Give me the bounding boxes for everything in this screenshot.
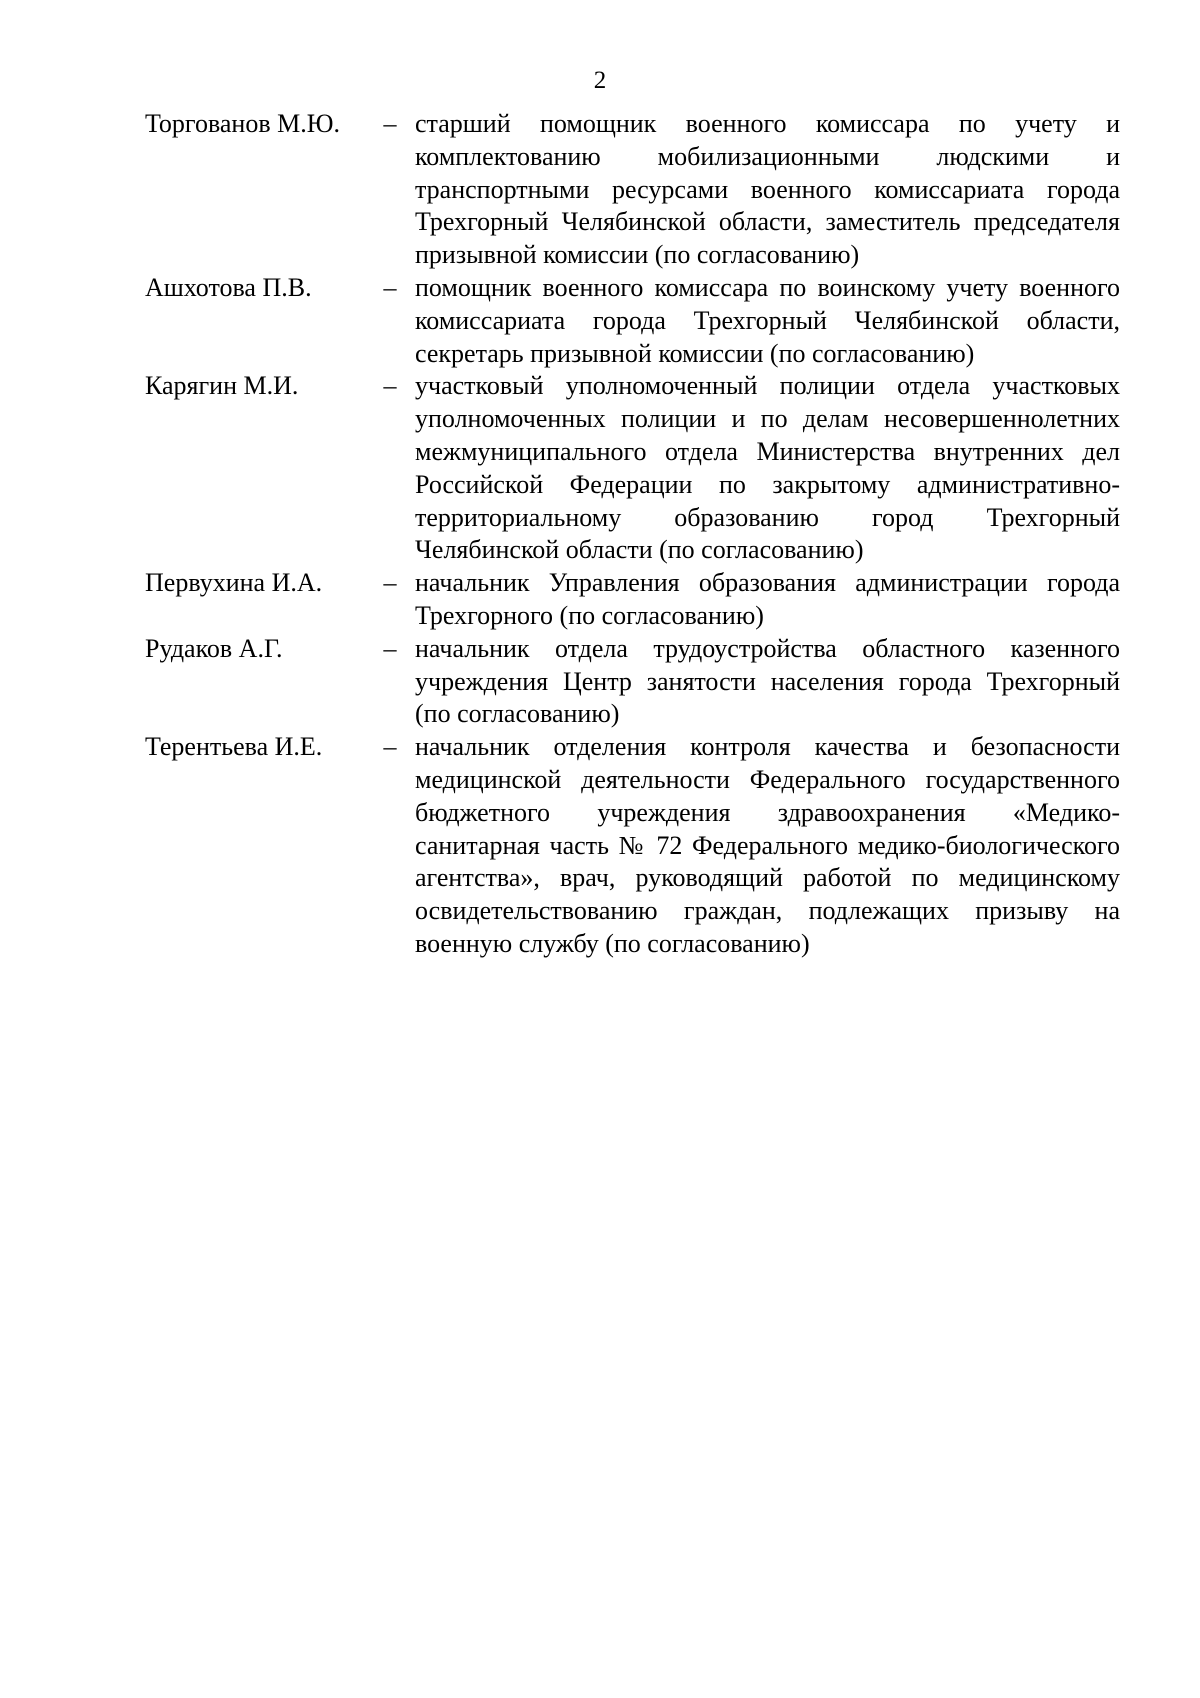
- page-number: 2: [593, 67, 607, 94]
- member-name: Ашхотова П.В.: [145, 272, 312, 302]
- member-position: начальник Управления образования администрации города Трехгорного (по согласованию): [415, 568, 1120, 630]
- member-dash: –: [383, 568, 397, 598]
- member-name: Первухина И.А.: [145, 568, 323, 598]
- member-dash: –: [383, 732, 397, 762]
- member-row: [145, 633, 1120, 731]
- member-row: [145, 731, 1120, 961]
- member-name: Рудаков А.Г.: [145, 633, 283, 663]
- member-row: [145, 108, 1120, 272]
- member-row: [145, 272, 1120, 370]
- member-position: начальник отдела трудоустройства областного казенного учреждения Центр занятости населения города Трехгорный (по согласованию): [415, 633, 1120, 729]
- member-dash: –: [383, 633, 397, 663]
- member-dash: –: [383, 371, 397, 401]
- member-position: участковый уполномоченный полиции отдела участковых уполномоченных полиции и по делам несовершеннолетних межмуниципального отдела Министерства внутренних дел Российской Федерации по закрытому административно-территориальному образованию город Трехгорный Челябинской области (по согласованию): [415, 371, 1120, 565]
- member-name: Терентьева И.Е.: [145, 732, 323, 762]
- member-position: начальник отделения контроля качества и безопасности медицинской деятельности Федерального государственного бюджетного учреждения здравоохранения «Медико-санитарная часть № 72 Федерального медико-биологического агентства», врач, руководящий работой по медицинскому освидетельствованию граждан, подлежащих призыву на военную службу (по согласованию): [415, 732, 1120, 958]
- member-dash: –: [383, 109, 397, 138]
- member-dash: –: [383, 272, 397, 302]
- member-position: старший помощник военного комиссара по учету и комплектованию мобилизационными людскими и транспортными ресурсами военного комиссариата города Трехгорный Челябинской области, заместитель председателя призывной комиссии (по согласованию): [415, 109, 1120, 270]
- member-name: Карягин М.И.: [145, 371, 299, 401]
- commission-member-list: [145, 108, 1120, 961]
- member-row: [145, 567, 1120, 633]
- member-row: [145, 370, 1120, 567]
- member-position: помощник военного комиссара по воинскому учету военного комиссариата города Трехгорный Челябинской области, секретарь призывной комиссии (по согласованию): [415, 272, 1120, 368]
- member-name: Торгованов М.Ю.: [145, 109, 340, 138]
